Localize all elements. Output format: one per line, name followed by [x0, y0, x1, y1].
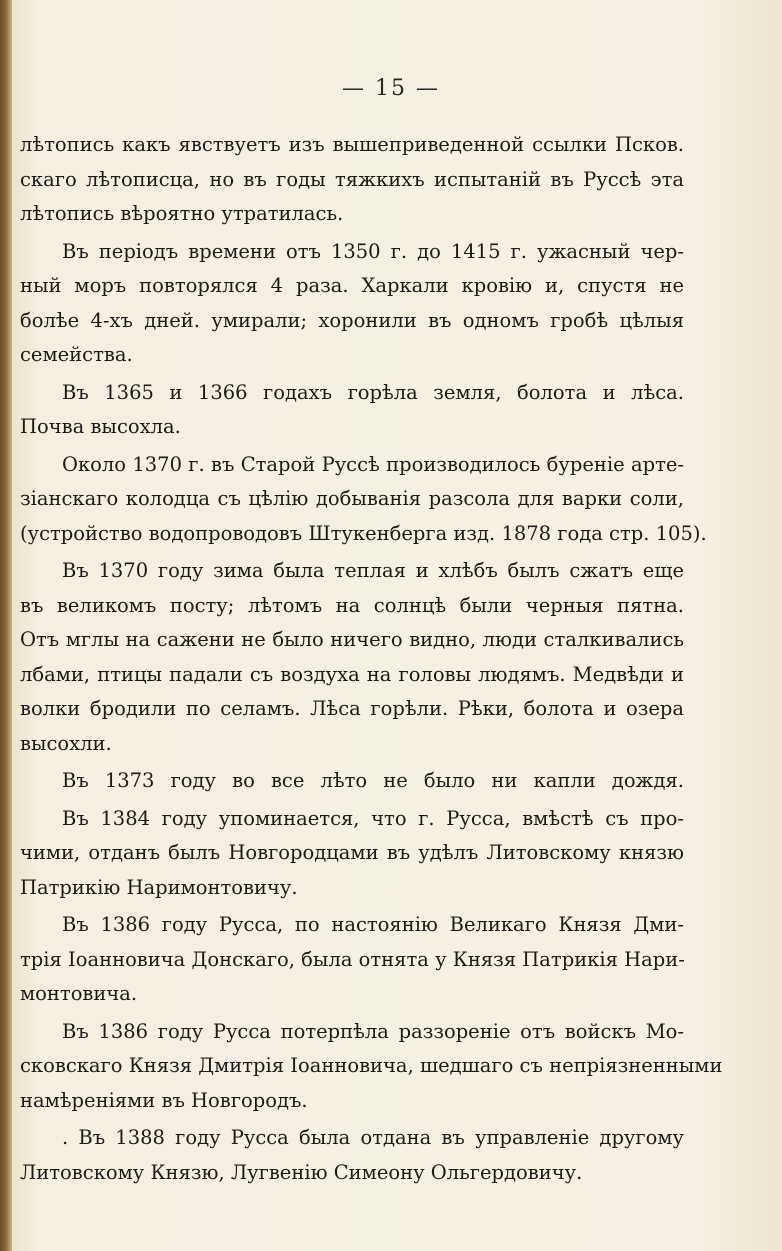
- text-line: Почва высохла.: [20, 415, 181, 438]
- text-line: болѣе 4-хъ дней. умирали; хоронили въ одномъ гробѣ цѣлыя: [20, 308, 684, 332]
- text-line: семейства.: [20, 343, 133, 366]
- paragraph: [20, 448, 707, 552]
- text-line: лбами, птицы падали съ воздуха на головы людямъ. Медвѣди и: [20, 662, 684, 686]
- paragraph: [20, 802, 684, 906]
- paragraph: [20, 554, 684, 761]
- text-line: намѣреніями въ Новгородъ.: [20, 1088, 308, 1112]
- text-line: Въ 1386 году Русса потерпѣла раззореніе отъ войскъ Мо-: [62, 1019, 684, 1043]
- text-line: Въ 1373 году во все лѣто не было ни капли дождя.: [62, 769, 684, 792]
- binding-edge: [0, 0, 12, 1251]
- text-line: . Въ 1388 году Русса была отдана въ управленіе другому: [62, 1126, 684, 1149]
- text-line: лѣтопись вѣроятно утратилась.: [20, 202, 344, 225]
- text-line: Отъ мглы на сажени не было ничего видно, люди сталкивались: [20, 628, 684, 651]
- text-line: Въ періодъ времени отъ 1350 г. до 1415 г. ужасный чер-: [62, 239, 684, 263]
- page-number: — 15 —: [342, 76, 440, 101]
- text-line: Около 1370 г. въ Старой Руссѣ производилось буреніе арте-: [62, 452, 684, 476]
- text-line: сковскаго Князя Дмитрія Іоанновича, шедшаго съ непріязненными: [20, 1054, 723, 1077]
- paragraph: [20, 235, 684, 373]
- paragraph: [20, 128, 684, 232]
- paragraph: [20, 1015, 723, 1119]
- text-line: трія Іоанновича Донскаго, была отнята у Князя Патрикія Нари-: [20, 947, 685, 971]
- text-line: Въ 1370 году зима была теплая и хлѣбъ былъ сжатъ еще: [62, 559, 684, 582]
- text-line: въ великомъ посту; лѣтомъ на солнцѣ были черныя пятна.: [20, 593, 684, 617]
- text-line: ный моръ повторялся 4 раза. Харкали кровію и, спустя не: [20, 274, 684, 297]
- text-line: Въ 1384 году упоминается, что г. Русса, вмѣстѣ съ про-: [62, 806, 684, 830]
- text-line: Въ 1365 и 1366 годахъ горѣла земля, болота и лѣса.: [62, 380, 684, 404]
- text-line: волки бродили по селамъ. Лѣса горѣли. Рѣки, болота и озера: [20, 697, 684, 720]
- text-line: монтовича.: [20, 982, 138, 1005]
- text-line: Въ 1386 году Русса, по настоянію Великаго Князя Дми-: [62, 913, 684, 936]
- text-line: лѣтопись какъ явствуетъ изъ вышеприведенной ссылки Псков.: [20, 133, 684, 156]
- body-text: [20, 128, 723, 1193]
- text-line: (устройство водопроводовъ Штукенберга изд. 1878 года стр. 105).: [20, 521, 707, 545]
- paragraph: [20, 908, 684, 1012]
- text-line: скаго лѣтописца, но въ годы тяжкихъ испытаній въ Руссѣ эта: [20, 167, 684, 191]
- paragraph: [20, 764, 684, 799]
- text-line: Литовскому Князю, Лугвенію Симеону Ольгердовичу.: [20, 1160, 583, 1184]
- text-line: зіанскаго колодца съ цѣлію добыванія разсола для варки соли,: [20, 487, 684, 510]
- text-line: чими, отданъ былъ Новгородцами въ удѣлъ Литовскому князю: [20, 841, 684, 864]
- paragraph: [20, 376, 684, 445]
- text-line: высохли.: [20, 731, 112, 755]
- paragraph: [20, 1121, 684, 1190]
- text-line: Патрикію Наримонтовичу.: [20, 875, 298, 899]
